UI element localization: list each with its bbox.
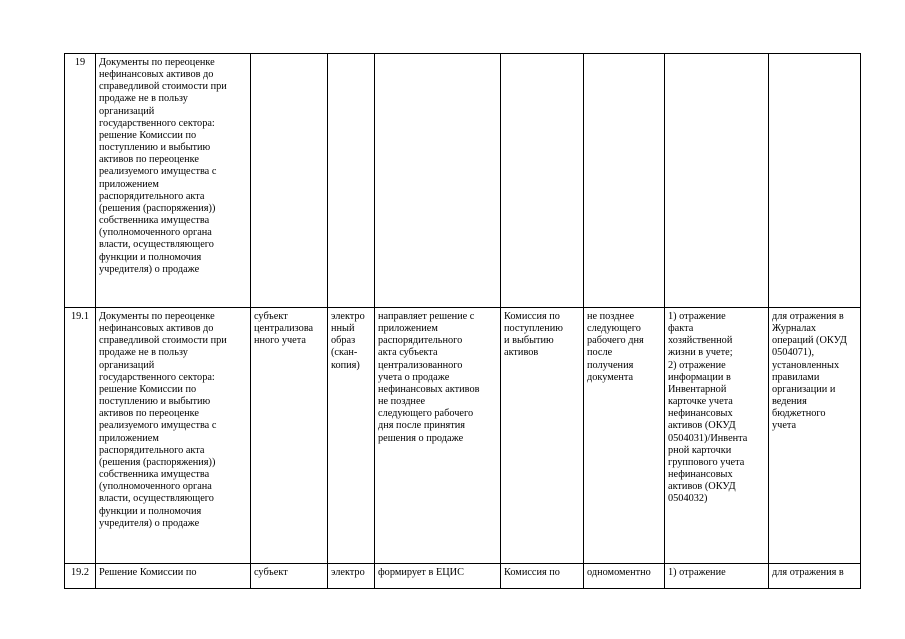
document-name-cell	[96, 308, 251, 564]
submitter-text-line: субъект	[254, 311, 288, 322]
document-name-text-line: (уполномоченного органа	[99, 481, 212, 493]
table-row	[65, 54, 861, 308]
deadline-cell	[584, 54, 665, 308]
submitter-cell	[251, 308, 328, 564]
document-name-text-line: приложением	[99, 432, 159, 444]
table-row	[65, 308, 861, 564]
note-text-line: организации и	[772, 383, 836, 395]
purpose-text-line: группового учета	[668, 456, 745, 468]
action-text-line: не позднее	[378, 396, 426, 408]
action-cell	[375, 308, 501, 564]
document-name-text-line: решение Комиссии по	[99, 129, 197, 141]
purpose-text-line: рной карточки	[668, 444, 732, 456]
submitter-text-line: нного учета	[254, 335, 306, 347]
submitter-text-line: централизова	[254, 323, 314, 335]
purpose-text-line: 0504032)	[668, 493, 708, 505]
document-name-text-line: решение Комиссии по	[99, 383, 197, 395]
row-number-cell	[65, 308, 96, 564]
submitter-cell	[251, 54, 328, 308]
document-name-text-line: продаже не в пользу	[99, 347, 188, 359]
purpose-text-line: жизни в учете;	[668, 347, 733, 359]
document-name-text-line: власти, осуществляющего	[99, 239, 214, 251]
document-name-text-line: справедливой стоимости при	[99, 81, 227, 93]
deadline-text-line: следующего	[587, 323, 641, 335]
note-cell	[769, 564, 861, 589]
document-name-text-line: приложением	[99, 178, 159, 190]
action-text-line: направляет решение с	[378, 311, 475, 322]
purpose-text-line: 1) отражение	[668, 567, 726, 578]
recipient-cell	[501, 308, 584, 564]
recipient-text-line: поступлению	[504, 323, 563, 335]
page-bottom-margin	[0, 592, 905, 639]
document-form-text-line: (скан-	[331, 347, 358, 359]
purpose-text-line: активов (ОКУД	[668, 420, 736, 432]
note-text-line: бюджетного	[772, 408, 826, 420]
purpose-text-line: 2) отражение	[668, 359, 726, 371]
regulation-table	[64, 53, 861, 589]
row-number: 19.1	[70, 311, 90, 322]
purpose-text-line: нефинансовых	[668, 408, 733, 420]
note-text-line: ведения	[772, 396, 807, 408]
row-number: 19.2	[70, 567, 90, 578]
purpose-text-line: хозяйственной	[668, 335, 733, 347]
document-form-text-line: копия)	[331, 359, 360, 371]
document-form-cell	[328, 54, 375, 308]
row-number-cell	[65, 54, 96, 308]
action-text-line: нефинансовых активов	[378, 383, 480, 395]
action-text-line: приложением	[378, 323, 438, 335]
deadline-text-line: одномоментно	[587, 567, 651, 578]
document-name-text-line: активов по переоценке	[99, 154, 199, 166]
document-form-text-line: электро	[331, 311, 365, 322]
document-form-text-line: нный	[331, 323, 355, 335]
document-name-text-line: (решения (распоряжения))	[99, 456, 216, 468]
document-name-text-line: собственника имущества	[99, 215, 210, 227]
action-text-line: централизованного	[378, 359, 463, 371]
purpose-text-line: 1) отражение	[668, 311, 726, 322]
action-text-line: формирует в ЕЦИС	[378, 567, 464, 578]
purpose-text-line: нефинансовых	[668, 469, 733, 481]
recipient-text-line: Комиссия по	[504, 567, 560, 578]
document-form-cell	[328, 308, 375, 564]
document-form-text-line: образ	[331, 335, 356, 347]
recipient-text-line: Комиссия по	[504, 311, 560, 322]
purpose-text-line: факта	[668, 323, 694, 335]
action-cell	[375, 564, 501, 589]
purpose-cell	[665, 308, 769, 564]
recipient-text-line: активов	[504, 347, 539, 359]
document-name-cell	[96, 564, 251, 589]
document-name-text-line: государственного сектора:	[99, 117, 215, 129]
deadline-text-line: после	[587, 347, 613, 359]
submitter-cell	[251, 564, 328, 589]
document-name-text-line: поступлению и выбытию	[99, 142, 211, 154]
action-text-line: следующего рабочего	[378, 408, 474, 420]
deadline-text-line: рабочего дня	[587, 335, 644, 347]
document-name-text-line: Документы по переоценке	[99, 311, 215, 322]
action-cell	[375, 54, 501, 308]
document-name-text-line: власти, осуществляющего	[99, 493, 214, 505]
document-name-text-line: организаций	[99, 359, 155, 371]
purpose-cell	[665, 564, 769, 589]
action-text-line: дня после принятия	[378, 420, 465, 432]
purpose-text-line: 0504031)/Инвента	[668, 432, 748, 444]
document-name-text-line: государственного сектора:	[99, 371, 215, 383]
deadline-text-line: не позднее	[587, 311, 635, 322]
table-body	[65, 54, 861, 589]
document-name-text-line: учредителя) о продаже	[99, 517, 200, 529]
note-text-line: операций (ОКУД	[772, 335, 847, 347]
document-name-text-line: Решение Комиссии по	[99, 567, 197, 578]
document-name-text-line: распорядительного акта	[99, 190, 205, 202]
recipient-cell	[501, 564, 584, 589]
table-row	[65, 564, 861, 589]
document-name-text-line: Документы по переоценке	[99, 57, 215, 68]
note-text-line: 0504071),	[772, 347, 815, 359]
note-text-line: установленных	[772, 359, 840, 371]
document-name-text-line: нефинансовых активов до	[99, 323, 214, 335]
row-number: 19	[74, 57, 86, 68]
document-name-text-line: учредителя) о продаже	[99, 263, 200, 275]
deadline-text-line: получения	[587, 359, 634, 371]
action-text-line: акта субъекта	[378, 347, 438, 359]
document-name-text-line: поступлению и выбытию	[99, 396, 211, 408]
document-name-text-line: функции и полномочия	[99, 251, 202, 263]
document-name-text-line: собственника имущества	[99, 469, 210, 481]
purpose-text-line: Инвентарной	[668, 383, 727, 395]
deadline-text-line: документа	[587, 371, 634, 383]
document-name-text-line: справедливой стоимости при	[99, 335, 227, 347]
document-name-text-line: (уполномоченного органа	[99, 227, 212, 239]
document-name-text-line: продаже не в пользу	[99, 93, 188, 105]
document-name-text-line: распорядительного акта	[99, 444, 205, 456]
deadline-cell	[584, 564, 665, 589]
document-name-text-line: функции и полномочия	[99, 505, 202, 517]
document-name-text-line: реализуемого имущества с	[99, 166, 217, 178]
submitter-text-line: субъект	[254, 567, 288, 578]
purpose-text-line: активов (ОКУД	[668, 481, 736, 493]
document-name-text-line: (решения (распоряжения))	[99, 202, 216, 214]
purpose-cell	[665, 54, 769, 308]
action-text-line: учета о продаже	[378, 371, 450, 383]
document-name-text-line: активов по переоценке	[99, 408, 199, 420]
document-name-text-line: организаций	[99, 105, 155, 117]
purpose-text-line: информации в	[668, 371, 731, 383]
note-text-line: правилами	[772, 371, 820, 383]
document-name-text-line: реализуемого имущества с	[99, 420, 217, 432]
note-text-line: учета	[772, 420, 797, 432]
note-cell	[769, 308, 861, 564]
document-name-text-line: нефинансовых активов до	[99, 69, 214, 81]
note-cell	[769, 54, 861, 308]
note-text-line: для отражения в	[772, 567, 844, 578]
note-text-line: для отражения в	[772, 311, 844, 322]
document-form-cell	[328, 564, 375, 589]
purpose-text-line: карточке учета	[668, 396, 733, 408]
recipient-text-line: и выбытию	[504, 335, 554, 347]
deadline-cell	[584, 308, 665, 564]
action-text-line: решения о продаже	[378, 432, 464, 444]
note-text-line: Журналах	[772, 323, 817, 335]
document-form-text-line: электро	[331, 567, 365, 578]
action-text-line: распорядительного	[378, 335, 463, 347]
document-name-cell	[96, 54, 251, 308]
row-number-cell	[65, 564, 96, 589]
recipient-cell	[501, 54, 584, 308]
